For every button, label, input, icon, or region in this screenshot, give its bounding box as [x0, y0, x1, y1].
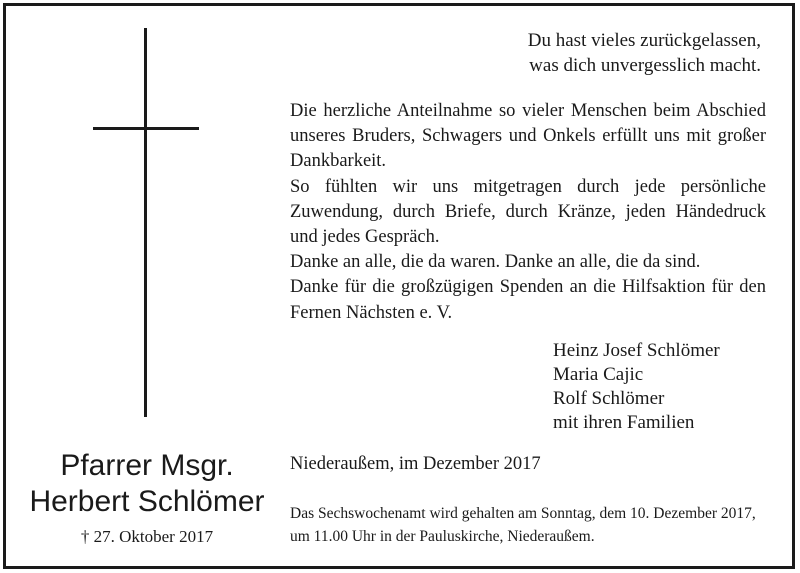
death-date: † 27. Oktober 2017: [80, 527, 214, 546]
signer-3: Rolf Schlömer: [553, 388, 665, 409]
signers: [553, 339, 720, 435]
motto-line-2: was dich unvergesslich macht.: [529, 55, 761, 76]
motto-line-1: Du hast vieles zurückgelassen,: [527, 30, 761, 51]
cross-horizontal-bar: [93, 127, 199, 130]
thanks-paragraph-2: So fühlten wir uns mitgetragen durch jede persönliche Zuwendung, durch Briefe, durch Kränze, jeden Händedruck und jedes Gespräch.: [290, 176, 766, 248]
deceased-title: Pfarrer Msgr.: [60, 449, 234, 482]
deceased-name: Herbert Schlömer: [29, 485, 265, 518]
signer-1: Heinz Josef Schlömer: [553, 340, 720, 361]
thanks-paragraph-4: Danke für die großzügigen Spenden an die Hilfsaktion für den Fernen Nächsten e. V.: [290, 277, 766, 323]
signer-4: mit ihren Familien: [553, 412, 695, 433]
service-note: Das Sechswochenamt wird gehalten am Sonntag, dem 10. Dezember 2017, um 11.00 Uhr in der Pauluskirche, Niederaußem.: [290, 505, 756, 545]
motto: [528, 28, 761, 78]
thanks-text: [290, 99, 766, 326]
thanks-paragraph-1: Die herzliche Anteilnahme so vieler Menschen beim Abschied unseres Bruders, Schwagers und Onkels erfüllt uns mit großer Dankbarkeit.: [290, 101, 766, 172]
deceased-block: [12, 448, 282, 548]
place-date: Niederaußem, im Dezember 2017: [290, 454, 541, 474]
cross-vertical-bar: [144, 28, 147, 417]
signer-2: Maria Cajic: [553, 364, 644, 385]
thanks-paragraph-3: Danke an alle, die da waren. Danke an alle, die da sind.: [290, 252, 701, 273]
